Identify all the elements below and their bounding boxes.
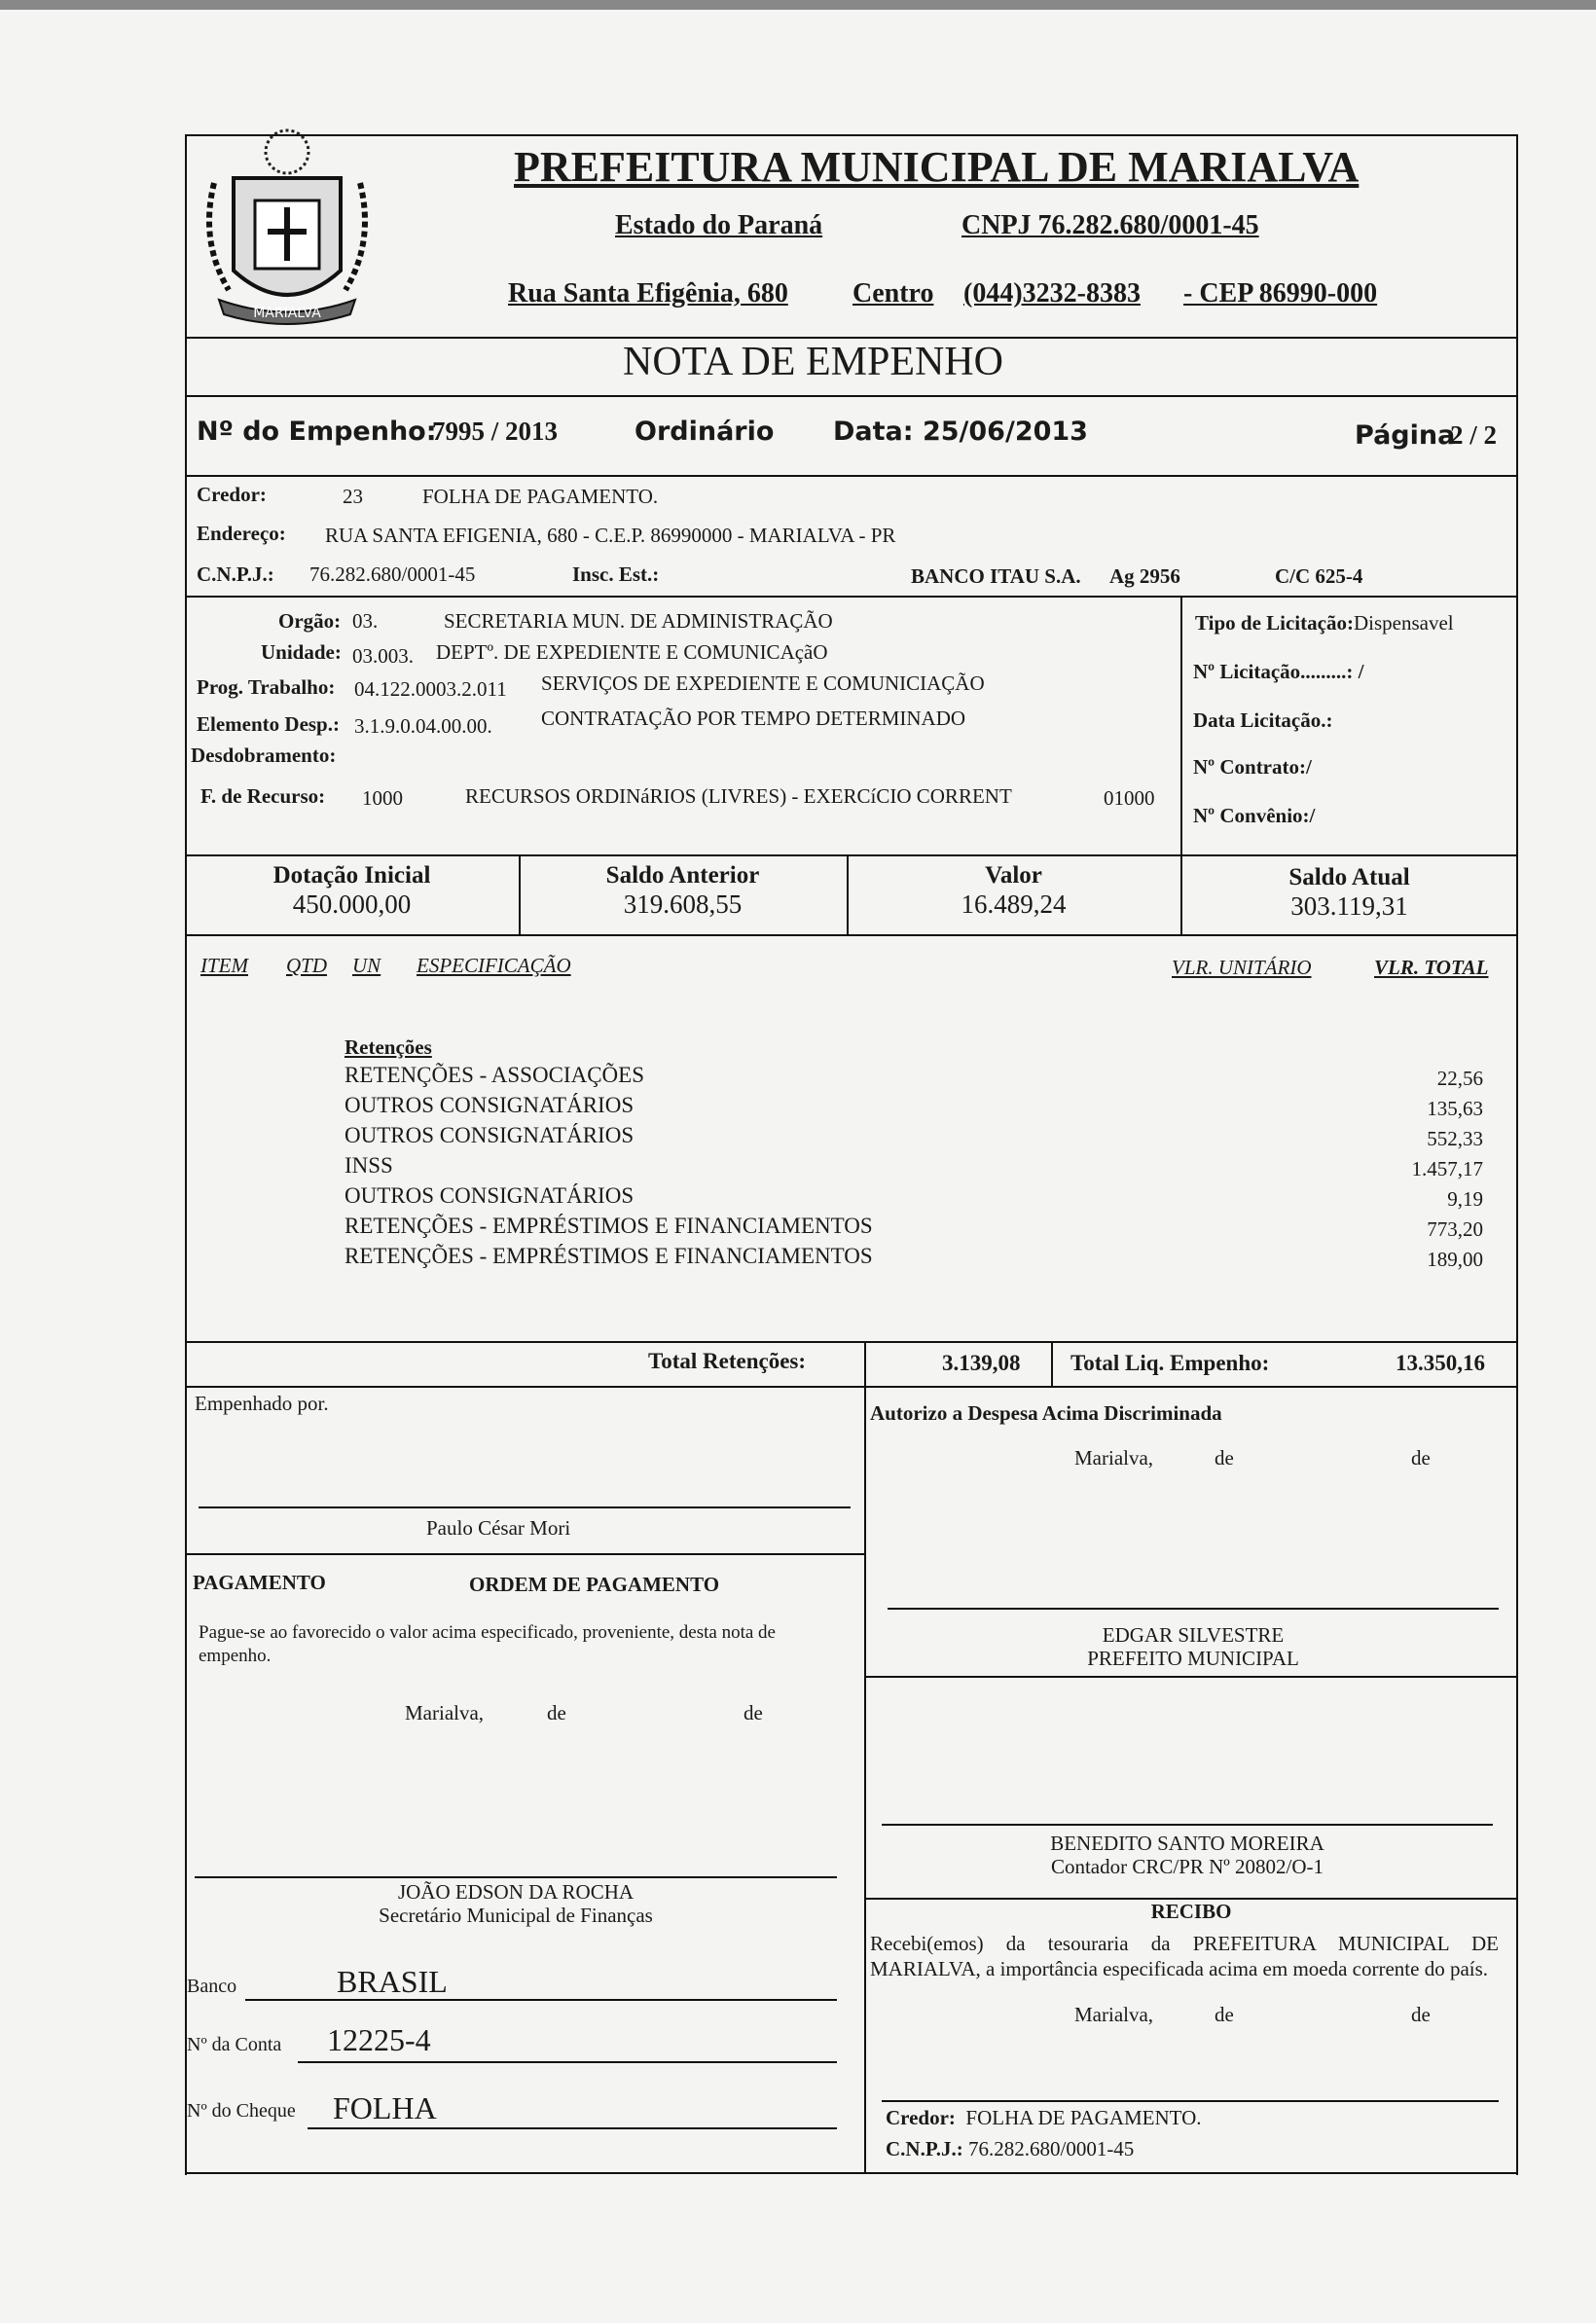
recibo-cnpj-label: C.N.P.J.: bbox=[886, 2137, 963, 2160]
retencao-value: 773,20 bbox=[1427, 1217, 1483, 1241]
cep: - CEP 86990-000 bbox=[1183, 278, 1378, 309]
insc-label: Insc. Est.: bbox=[572, 563, 660, 586]
cheque-value: FOLHA bbox=[333, 2090, 437, 2125]
prefeito-role: PREFEITO MUNICIPAL bbox=[1087, 1647, 1299, 1670]
totals-divider bbox=[1051, 1341, 1053, 1386]
banco-value: BRASIL bbox=[337, 1964, 448, 1999]
cheque-label: Nº do Cheque bbox=[187, 2100, 296, 2122]
list-item bbox=[345, 1093, 1483, 1123]
recibo-cnpj bbox=[886, 2137, 1134, 2161]
elem-label: Elemento Desp.: bbox=[197, 712, 340, 736]
contador-sign-line bbox=[882, 1824, 1493, 1826]
list-item bbox=[345, 1153, 1483, 1183]
contador-name: BENEDITO SANTO MOREIRA bbox=[1050, 1832, 1324, 1855]
prog-code: 04.122.0003.2.011 bbox=[354, 677, 507, 701]
prefeito-sign-line bbox=[888, 1608, 1499, 1610]
scan-edge bbox=[0, 0, 1596, 10]
recibo-credor-value: FOLHA DE PAGAMENTO. bbox=[965, 2106, 1202, 2129]
empenhado-label: Empenhado por. bbox=[195, 1392, 329, 1415]
middle-divider bbox=[864, 1341, 866, 2172]
right-border bbox=[1516, 934, 1518, 2175]
secretario-sign-line bbox=[195, 1876, 837, 1878]
recibo-credor bbox=[886, 2106, 1202, 2130]
header-cnpj: CNPJ 76.282.680/0001-45 bbox=[961, 210, 1259, 240]
contador-role: Contador CRC/PR Nº 20802/O-1 bbox=[1050, 1855, 1324, 1878]
dotacao-inicial-value: 450.000,00 bbox=[292, 889, 412, 919]
retencoes-list bbox=[345, 1063, 1483, 1274]
empenhado-signer: Paulo César Mori bbox=[426, 1516, 571, 1540]
conta-line bbox=[298, 2061, 837, 2063]
dotacao-inicial bbox=[185, 862, 519, 920]
conta-label: Nº da Conta bbox=[187, 2034, 282, 2055]
pagamento-text: Pague-se ao favorecido o valor acima especificado, proveniente, desta nota de empenho. bbox=[199, 1622, 776, 1666]
district: Centro bbox=[852, 278, 934, 309]
page-label: Página bbox=[1355, 420, 1456, 451]
list-item bbox=[345, 1063, 1483, 1093]
totals-top-line bbox=[185, 1341, 1518, 1343]
licitacao-data: Data Licitação.: bbox=[1193, 708, 1333, 732]
list-item bbox=[345, 1214, 1483, 1244]
autorizo-place: Marialva, bbox=[1074, 1446, 1154, 1470]
dotacao-inicial-label: Dotação Inicial bbox=[272, 862, 431, 889]
banco: BANCO ITAU S.A. bbox=[911, 564, 1081, 588]
retencao-value: 22,56 bbox=[1436, 1067, 1483, 1090]
empenhado-sign-line bbox=[199, 1506, 851, 1508]
orgao-label: Orgão: bbox=[278, 609, 342, 633]
page-number: 2 / 2 bbox=[1450, 420, 1498, 450]
prog-label: Prog. Trabalho: bbox=[197, 675, 336, 699]
phone: (044)3232-8383 bbox=[963, 278, 1141, 309]
recibo-sign-line bbox=[882, 2100, 1499, 2102]
recibo-de1: de bbox=[1215, 2003, 1234, 2026]
tipo-licitacao-label: Tipo de Licitação: bbox=[1195, 611, 1354, 635]
retencao-desc: RETENÇÕES - EMPRÉSTIMOS E FINANCIAMENTOS bbox=[345, 1214, 873, 1238]
bottom-border bbox=[185, 2172, 1518, 2174]
col-un: UN bbox=[352, 954, 381, 977]
secretario-name: JOÃO EDSON DA ROCHA bbox=[397, 1880, 635, 1904]
recibo-title: RECIBO bbox=[1150, 1900, 1232, 1923]
total-liq-value: 13.350,16 bbox=[1396, 1351, 1485, 1375]
col-qtd: QTD bbox=[286, 954, 328, 977]
empenho-type: Ordinário bbox=[635, 417, 775, 447]
valor-value: 16.489,24 bbox=[961, 889, 1067, 919]
pagamento-place: Marialva, bbox=[405, 1701, 485, 1724]
saldo-anterior-label: Saldo Anterior bbox=[605, 862, 760, 889]
recurso-code: 1000 bbox=[362, 786, 403, 810]
saldo-anterior bbox=[519, 862, 847, 920]
orgao-divider bbox=[1180, 596, 1182, 856]
recurso-name: RECURSOS ORDINáRIOS (LIVRES) - EXERCíCIO CORRENT bbox=[465, 784, 1012, 808]
tipo-licitacao-value: Dispensavel bbox=[1353, 611, 1454, 635]
municipal-seal-icon bbox=[195, 125, 380, 329]
orgao-name: SECRETARIA MUN. DE ADMINISTRAÇÃO bbox=[444, 609, 833, 633]
state: Estado do Paraná bbox=[615, 210, 823, 240]
retencao-desc: RETENÇÕES - EMPRÉSTIMOS E FINANCIAMENTOS bbox=[345, 1244, 873, 1268]
elem-code: 3.1.9.0.04.00.00. bbox=[354, 714, 492, 738]
recibo-place: Marialva, bbox=[1074, 2003, 1154, 2026]
totals-bottom-line bbox=[185, 1386, 1518, 1388]
total-retencoes-value: 3.139,08 bbox=[942, 1351, 1021, 1375]
retencao-value: 135,63 bbox=[1427, 1097, 1483, 1120]
credor-label: Credor: bbox=[197, 483, 267, 506]
desdob-label: Desdobramento: bbox=[191, 744, 337, 767]
retencao-desc: OUTROS CONSIGNATÁRIOS bbox=[345, 1123, 635, 1147]
autorizo-label: Autorizo a Despesa Acima Discriminada bbox=[870, 1401, 1222, 1425]
address: Rua Santa Efigênia, 680 bbox=[508, 278, 788, 309]
unidade-name: DEPTº. DE EXPEDIENTE E COMUNICAçãO bbox=[436, 640, 828, 664]
conta-corrente: C/C 625-4 bbox=[1275, 564, 1363, 588]
retencao-value: 189,00 bbox=[1427, 1248, 1483, 1271]
saldo-atual-value: 303.119,31 bbox=[1290, 891, 1408, 921]
retencao-desc: RETENÇÕES - ASSOCIAÇÕES bbox=[345, 1063, 644, 1087]
tipo-licitacao bbox=[1195, 611, 1454, 635]
banco-line bbox=[245, 1999, 837, 2001]
unidade-label: Unidade: bbox=[261, 640, 342, 664]
col-vlr-total: VLR. TOTAL bbox=[1374, 956, 1489, 979]
list-item bbox=[345, 1183, 1483, 1214]
banco-label: Banco bbox=[187, 1976, 237, 1997]
recurso-num: 01000 bbox=[1104, 786, 1155, 810]
retencoes-title: Retenções bbox=[345, 1035, 432, 1059]
recurso-label: F. de Recurso: bbox=[200, 784, 326, 808]
elem-name: CONTRATAÇÃO POR TEMPO DETERMINADO bbox=[541, 707, 966, 730]
valor-label: Valor bbox=[985, 862, 1042, 889]
pagamento-de1: de bbox=[547, 1701, 566, 1724]
credor-code: 23 bbox=[343, 485, 363, 508]
pagamento-label: PAGAMENTO bbox=[193, 1571, 326, 1594]
empenho-number: 7995 / 2013 bbox=[432, 417, 559, 446]
total-liq-label: Total Liq. Empenho: bbox=[1070, 1351, 1270, 1375]
total-retencoes-label: Total Retenções: bbox=[648, 1349, 807, 1373]
contrato: Nº Contrato:/ bbox=[1193, 755, 1312, 779]
credor-name: FOLHA DE PAGAMENTO. bbox=[422, 485, 659, 508]
recibo-de2: de bbox=[1411, 2003, 1431, 2026]
retencao-desc: OUTROS CONSIGNATÁRIOS bbox=[345, 1183, 635, 1208]
pagamento-de2: de bbox=[744, 1701, 763, 1724]
empenho-label: Nº do Empenho: bbox=[197, 417, 437, 447]
prefeito-name: EDGAR SILVESTRE bbox=[1102, 1623, 1285, 1647]
list-item bbox=[345, 1244, 1483, 1274]
licitacao-num: Nº Licitação.........: / bbox=[1193, 660, 1364, 683]
ordem-pagamento: ORDEM DE PAGAMENTO bbox=[469, 1573, 720, 1596]
agencia: Ag 2956 bbox=[1109, 564, 1180, 588]
conta-value: 12225-4 bbox=[327, 2022, 431, 2057]
saldo-atual bbox=[1180, 864, 1518, 922]
convenio: Nº Convênio:/ bbox=[1193, 804, 1316, 827]
retencao-desc: INSS bbox=[345, 1153, 393, 1178]
prog-name: SERVIÇOS DE EXPEDIENTE E COMUNICIAÇÃO bbox=[541, 671, 985, 695]
pagamento-top-line bbox=[185, 1553, 864, 1555]
secretario-role: Secretário Municipal de Finanças bbox=[379, 1904, 653, 1927]
unidade-code: 03.003. bbox=[352, 644, 414, 668]
cheque-line bbox=[308, 2127, 837, 2129]
retencao-value: 1.457,17 bbox=[1411, 1157, 1483, 1180]
retencao-value: 9,19 bbox=[1447, 1187, 1483, 1211]
list-item bbox=[345, 1123, 1483, 1153]
right-sep-1 bbox=[864, 1676, 1518, 1678]
doc-title: NOTA DE EMPENHO bbox=[623, 340, 1003, 384]
valor bbox=[847, 862, 1180, 920]
retencao-value: 552,33 bbox=[1427, 1127, 1483, 1150]
seal-text: MARIALVA bbox=[253, 306, 321, 321]
saldo-anterior-value: 319.608,55 bbox=[623, 889, 743, 919]
endereco: RUA SANTA EFIGENIA, 680 - C.E.P. 86990000 - MARIALVA - PR bbox=[325, 524, 896, 547]
autorizo-de1: de bbox=[1215, 1446, 1234, 1470]
recibo-text: Recebi(emos) da tesouraria da PREFEITURA MUNICIPAL DE MARIALVA, a importância especificada acima em moeda corrente do país. bbox=[870, 1932, 1499, 1980]
col-especificacao: ESPECIFICAÇÃO bbox=[417, 954, 571, 977]
col-vlr-unitario: VLR. UNITÁRIO bbox=[1172, 956, 1312, 979]
retencao-desc: OUTROS CONSIGNATÁRIOS bbox=[345, 1093, 635, 1117]
recibo-credor-label: Credor: bbox=[886, 2106, 956, 2129]
recibo-cnpj-value: 76.282.680/0001-45 bbox=[967, 2137, 1135, 2160]
endereco-label: Endereço: bbox=[197, 522, 286, 545]
orgao-code: 03. bbox=[352, 609, 379, 633]
saldo-atual-label: Saldo Atual bbox=[1288, 864, 1410, 890]
empenho-date: Data: 25/06/2013 bbox=[833, 417, 1088, 447]
col-item: ITEM bbox=[200, 954, 248, 977]
page-title: PREFEITURA MUNICIPAL DE MARIALVA bbox=[514, 143, 1360, 191]
credor-cnpj: 76.282.680/0001-45 bbox=[309, 563, 476, 586]
credor-cnpj-label: C.N.P.J.: bbox=[197, 563, 274, 586]
autorizo-de2: de bbox=[1411, 1446, 1431, 1470]
